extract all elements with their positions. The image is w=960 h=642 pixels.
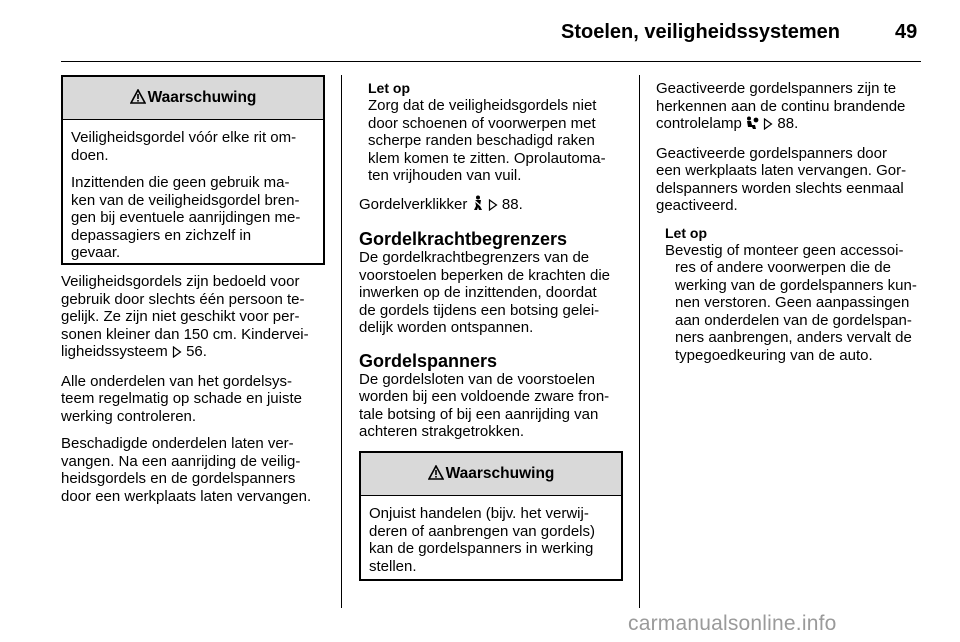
warning-paragraph — [369, 505, 613, 575]
text-line: ners aanbrengen, anders vervalt de — [675, 329, 912, 346]
text-line: delijk worden ontspannen. — [359, 319, 534, 336]
text-line: doen. — [71, 146, 109, 164]
column-3-text — [656, 80, 924, 364]
heading-pretensioners: Gordelspanners — [359, 350, 498, 371]
text-line: controlelamp — [656, 115, 742, 132]
text-line: typegoedkeuring van de auto. — [675, 346, 873, 364]
page-reference-arrow-icon — [488, 198, 498, 216]
text-line: Inzittenden die geen gebruik ma- — [71, 174, 290, 191]
text-line: nen verstoren. Geen aanpassingen — [675, 294, 910, 311]
warning-paragraph-1 — [71, 129, 315, 164]
text-line: gebruik door slechts één persoon te- — [61, 290, 305, 308]
text-line: de gordels tijdens een botsing gelei- — [359, 301, 600, 319]
note-body — [368, 97, 627, 185]
column-divider-1 — [341, 75, 342, 608]
text-line: Alle onderdelen van het gordelsys- — [61, 372, 292, 390]
note-heading: Let op — [368, 80, 410, 96]
text-line: Beschadigde onderdelen laten ver- — [61, 435, 294, 452]
warning-box-pretensioners — [359, 451, 623, 581]
warning-box-seatbelt — [61, 75, 325, 265]
page-header-title: Stoelen, veiligheidssystemen — [561, 21, 840, 43]
text-line: gevaar. — [71, 244, 121, 261]
text-line: ken van de veiligheidsgordel bren- — [71, 191, 300, 209]
text-line: De gordelsloten van de voorstoelen — [359, 370, 595, 388]
text-line: geactiveerd. — [656, 197, 738, 214]
warning-box-body — [63, 120, 323, 270]
text-line: gen bij eventuele aanrijdingen me- — [71, 209, 301, 226]
paragraph-replacement — [61, 435, 336, 505]
warning-title: Waarschuwing — [147, 89, 257, 106]
warning-triangle-icon — [130, 79, 146, 121]
column-1-text — [61, 273, 336, 515]
text-line: gelijk. Ze zijn niet geschikt voor per- — [61, 308, 300, 325]
text-line: Zorg dat de veiligheidsgordels niet — [368, 97, 597, 114]
column-2-text — [359, 80, 627, 451]
text-line: aan onderdelen van de gordelspan- — [675, 311, 912, 329]
text-line: een werkplaats laten vervangen. Gor- — [656, 162, 907, 179]
text-line: herkennen aan de continu brandende — [656, 97, 906, 115]
airbag-warning-lamp-icon — [746, 116, 759, 135]
warning-box-body — [361, 496, 621, 583]
column-divider-2 — [639, 75, 640, 608]
page-reference: 56. — [186, 343, 207, 360]
text-line: tale botsing of bij een aanrijding van — [359, 405, 599, 423]
page-reference: 88. — [501, 195, 523, 213]
watermark: carmanualsonline.info — [628, 612, 837, 635]
header-rule — [61, 61, 921, 62]
warning-title: Waarschuwing — [445, 465, 555, 482]
text-line: door een werkplaats laten vervangen. — [61, 487, 312, 505]
text-line: Onjuist handelen (bijv. het verwij- — [369, 505, 589, 522]
paragraph-reminder — [359, 195, 627, 216]
text-line: delspanners worden slechts eenmaal — [656, 179, 904, 197]
warning-box-header — [63, 77, 323, 120]
text-line: vangen. Na een aanrijding de veilig- — [61, 452, 301, 470]
text-line: deren of aanbrengen van gordels) — [369, 522, 595, 540]
text-line: Veiligheidsgordel vóór elke rit om- — [71, 129, 297, 146]
text-line: werking controleren. — [61, 407, 197, 425]
text-line: res of andere voorwerpen die de — [675, 259, 891, 276]
page-reference: 88. — [777, 115, 799, 132]
text-line: werking van de gordelspanners kun- — [675, 276, 917, 294]
text-line: heidsgordels en de gordelspanners — [61, 470, 296, 487]
note-heading: Let op — [665, 224, 707, 241]
text-line: Veiligheidsgordels zijn bedoeld voor — [61, 273, 300, 290]
text-line: Gordelverklikker — [359, 195, 468, 213]
paragraph-load-limiters — [359, 249, 627, 337]
text-line: achteren strakgetrokken. — [359, 423, 525, 440]
text-line: voorstoelen beperken de krachten die — [359, 266, 611, 284]
text-line: stellen. — [369, 557, 417, 575]
text-line: door schoenen of voorwerpen met — [368, 114, 596, 132]
text-line: inwerken op de inzittenden, doordat — [359, 284, 597, 301]
paragraph-activated-lamp — [656, 80, 924, 135]
page-reference-arrow-icon — [763, 117, 773, 135]
page-number: 49 — [895, 21, 918, 43]
note-block-accessories — [656, 225, 924, 365]
seatbelt-reminder-icon — [472, 195, 484, 216]
paragraph-seatbelt-use — [61, 273, 336, 363]
page-reference-arrow-icon — [172, 345, 182, 363]
note-block-debris — [359, 80, 627, 185]
text-line: sonen kleiner dan 150 cm. Kindervei- — [61, 325, 309, 343]
note-body — [665, 242, 924, 365]
text-line: ten vrijhouden van vuil. — [368, 167, 522, 184]
text-line: worden bij een voldoende zware fron- — [359, 388, 610, 405]
text-line: ligheidssysteem — [61, 343, 168, 360]
text-line: kan de gordelspanners in werking — [369, 540, 594, 557]
text-line: De gordelkrachtbegrenzers van de — [359, 249, 590, 266]
paragraph-replacement-once — [656, 145, 924, 215]
text-line: depassagiers en zichzelf in — [71, 226, 252, 244]
text-line: Geactiveerde gordelspanners zijn te — [656, 80, 897, 97]
text-line: Geactiveerde gordelspanners door — [656, 144, 887, 162]
paragraph-pretensioners — [359, 371, 627, 441]
warning-box-header — [361, 453, 621, 496]
warning-paragraph-2 — [71, 174, 315, 262]
heading-load-limiters: Gordelkrachtbegrenzers — [359, 229, 568, 249]
text-line: scherpe randen beschadigd raken — [368, 132, 595, 149]
text-line: Bevestig of monteer geen accessoi- — [665, 241, 904, 259]
text-line: klem komen te zitten. Oprolautoma- — [368, 149, 606, 167]
warning-triangle-icon — [428, 455, 444, 497]
text-line: teem regelmatig op schade en juiste — [61, 390, 302, 407]
paragraph-inspection — [61, 373, 336, 426]
